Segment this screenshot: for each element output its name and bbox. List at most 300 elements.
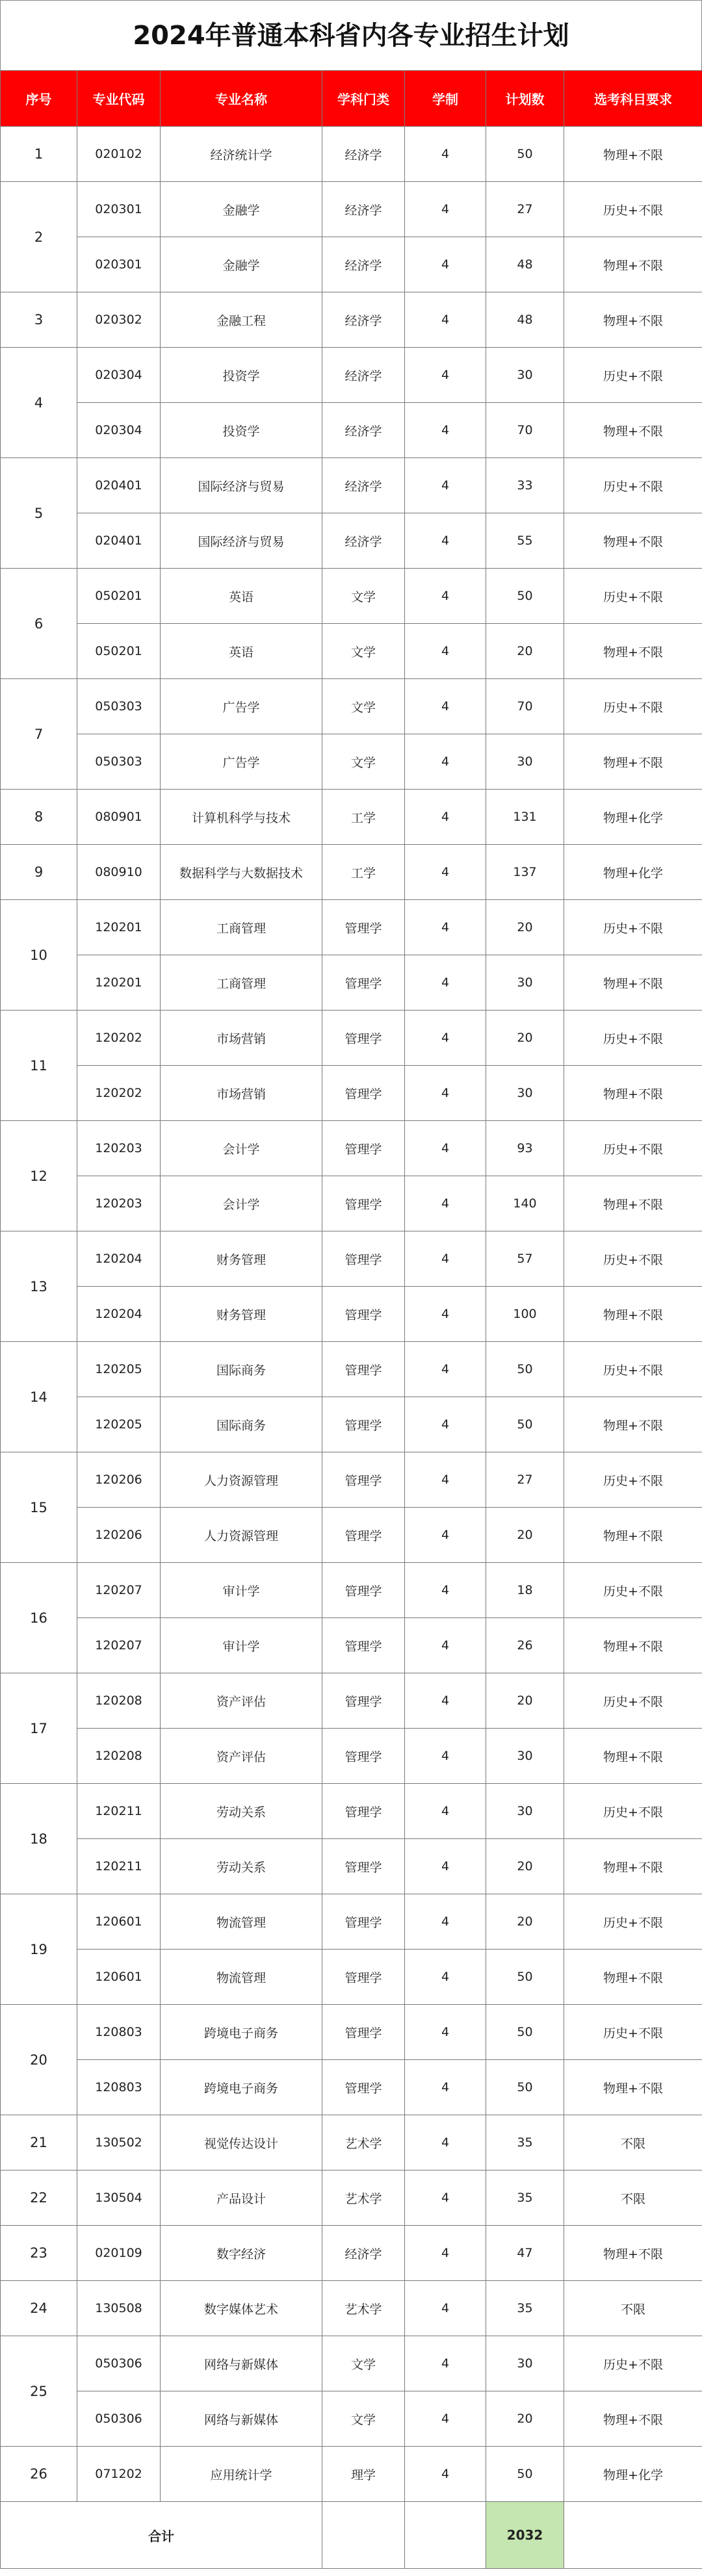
quota-cell: 33 [486,458,564,513]
table-row [1,1894,702,1950]
subject-req-cell: 物理+不限 [564,1618,702,1673]
header-code: 专业代码 [77,71,161,127]
major-name-cell: 英语 [161,569,322,624]
header-duration: 学制 [405,71,486,127]
major-name-cell: 资产评估 [161,1673,322,1729]
category-cell: 管理学 [322,900,405,955]
duration-cell: 4 [405,1452,486,1508]
seq-cell: 10 [1,900,77,1011]
header-quota: 计划数 [486,71,564,127]
duration-cell: 4 [405,2391,486,2447]
subject-req-cell: 物理+不限 [564,1839,702,1894]
major-name-cell: 国际经济与贸易 [161,513,322,569]
subject-req-cell: 物理+不限 [564,1950,702,2005]
page-title: 2024年普通本科省内各专业招生计划 [0,0,702,70]
major-code-cell: 020301 [77,237,161,292]
duration-cell: 4 [405,1563,486,1618]
seq-cell: 14 [1,1342,77,1452]
table-row [1,734,702,790]
duration-cell: 4 [405,900,486,955]
quota-cell: 57 [486,1231,564,1287]
duration-cell: 4 [405,1066,486,1121]
subject-req-cell: 历史+不限 [564,569,702,624]
major-code-cell: 120803 [77,2005,161,2060]
table-row [1,900,702,955]
category-cell: 艺术学 [322,2115,405,2170]
duration-cell: 4 [405,1784,486,1839]
category-cell: 管理学 [322,1950,405,2005]
major-name-cell: 资产评估 [161,1729,322,1784]
major-code-cell: 120601 [77,1894,161,1950]
table-row [1,2226,702,2281]
subject-req-cell: 物理+不限 [564,1729,702,1784]
table-row [1,1618,702,1673]
seq-cell: 8 [1,790,77,845]
table-row [1,2115,702,2170]
seq-cell: 13 [1,1231,77,1342]
major-code-cell: 020401 [77,458,161,513]
subject-req-cell: 不限 [564,2115,702,2170]
major-name-cell: 产品设计 [161,2170,322,2226]
category-cell: 文学 [322,679,405,734]
table-row [1,624,702,679]
category-cell: 经济学 [322,458,405,513]
major-code-cell: 080910 [77,845,161,900]
duration-cell: 4 [405,2170,486,2226]
duration-cell: 4 [405,1342,486,1397]
category-cell: 管理学 [322,1729,405,1784]
seq-cell: 5 [1,458,77,569]
major-name-cell: 金融学 [161,182,322,237]
major-code-cell: 020102 [77,127,161,182]
category-cell: 经济学 [322,348,405,403]
major-code-cell: 120208 [77,1729,161,1784]
major-code-cell: 120211 [77,1839,161,1894]
quota-cell: 50 [486,2005,564,2060]
quota-cell: 30 [486,2336,564,2391]
table-row [1,1342,702,1397]
subject-req-cell: 物理+不限 [564,1287,702,1342]
quota-cell: 93 [486,1121,564,1176]
seq-cell: 1 [1,127,77,182]
category-cell: 艺术学 [322,2170,405,2226]
major-code-cell: 120204 [77,1287,161,1342]
category-cell: 管理学 [322,2005,405,2060]
header-category: 学科门类 [322,71,405,127]
table-row [1,1673,702,1729]
subject-req-cell: 不限 [564,2170,702,2226]
table-row [1,1452,702,1508]
quota-cell: 30 [486,1066,564,1121]
seq-cell: 19 [1,1894,77,2005]
major-code-cell: 130508 [77,2281,161,2336]
subject-req-cell: 历史+不限 [564,1563,702,1618]
major-name-cell: 市场营销 [161,1066,322,1121]
quota-cell: 27 [486,182,564,237]
major-code-cell: 020401 [77,513,161,569]
table-row [1,1950,702,2005]
quota-cell: 50 [486,2060,564,2115]
quota-cell: 50 [486,1950,564,2005]
major-name-cell: 会计学 [161,1121,322,1176]
major-name-cell: 投资学 [161,403,322,458]
major-code-cell: 120803 [77,2060,161,2115]
table-row [1,2447,702,2502]
major-name-cell: 财务管理 [161,1231,322,1287]
category-cell: 管理学 [322,1894,405,1950]
category-cell: 管理学 [322,1176,405,1231]
subject-req-cell: 历史+不限 [564,1673,702,1729]
subject-req-cell: 物理+化学 [564,845,702,900]
major-code-cell: 071202 [77,2447,161,2502]
subject-req-cell: 物理+化学 [564,2447,702,2502]
total-label: 合计 [1,2502,322,2569]
total-empty-cell [322,2502,405,2569]
seq-cell: 16 [1,1563,77,1673]
duration-cell: 4 [405,1894,486,1950]
major-name-cell: 数字媒体艺术 [161,2281,322,2336]
subject-req-cell: 历史+不限 [564,900,702,955]
category-cell: 管理学 [322,1397,405,1452]
subject-req-cell: 物理+不限 [564,1508,702,1563]
subject-req-cell: 物理+不限 [564,2226,702,2281]
category-cell: 管理学 [322,1618,405,1673]
major-code-cell: 020302 [77,292,161,348]
major-code-cell: 120202 [77,1066,161,1121]
total-empty-cell [564,2502,702,2569]
subject-req-cell: 历史+不限 [564,1342,702,1397]
major-name-cell: 人力资源管理 [161,1508,322,1563]
category-cell: 经济学 [322,403,405,458]
major-code-cell: 020304 [77,348,161,403]
duration-cell: 4 [405,2336,486,2391]
major-code-cell: 130502 [77,2115,161,2170]
seq-cell: 18 [1,1784,77,1894]
category-cell: 经济学 [322,237,405,292]
duration-cell: 4 [405,569,486,624]
major-code-cell: 130504 [77,2170,161,2226]
major-name-cell: 数据科学与大数据技术 [161,845,322,900]
category-cell: 管理学 [322,1784,405,1839]
duration-cell: 4 [405,2447,486,2502]
quota-cell: 55 [486,513,564,569]
major-name-cell: 市场营销 [161,1011,322,1066]
category-cell: 管理学 [322,1839,405,1894]
quota-cell: 30 [486,348,564,403]
category-cell: 经济学 [322,292,405,348]
table-row [1,1508,702,1563]
duration-cell: 4 [405,1950,486,2005]
subject-req-cell: 物理+不限 [564,734,702,790]
duration-cell: 4 [405,513,486,569]
table-row [1,2005,702,2060]
duration-cell: 4 [405,182,486,237]
major-name-cell: 工商管理 [161,955,322,1011]
table-row [1,1729,702,1784]
subject-req-cell: 物理+不限 [564,403,702,458]
major-code-cell: 050201 [77,624,161,679]
table-row [1,348,702,403]
table-row [1,1011,702,1066]
subject-req-cell: 物理+不限 [564,624,702,679]
major-code-cell: 020304 [77,403,161,458]
duration-cell: 4 [405,348,486,403]
subject-req-cell: 历史+不限 [564,1894,702,1950]
subject-req-cell: 历史+不限 [564,348,702,403]
seq-cell: 11 [1,1011,77,1121]
category-cell: 经济学 [322,182,405,237]
duration-cell: 4 [405,2226,486,2281]
table-row [1,1176,702,1231]
table-body [1,127,702,2502]
seq-cell: 9 [1,845,77,900]
duration-cell: 4 [405,1729,486,1784]
subject-req-cell: 历史+不限 [564,1231,702,1287]
major-code-cell: 020109 [77,2226,161,2281]
major-name-cell: 网络与新媒体 [161,2391,322,2447]
quota-cell: 131 [486,790,564,845]
quota-cell: 30 [486,1784,564,1839]
quota-cell: 20 [486,1508,564,1563]
quota-cell: 30 [486,955,564,1011]
duration-cell: 4 [405,2005,486,2060]
duration-cell: 4 [405,1618,486,1673]
category-cell: 经济学 [322,513,405,569]
seq-cell: 26 [1,2447,77,2502]
duration-cell: 4 [405,679,486,734]
category-cell: 管理学 [322,2060,405,2115]
table-row [1,2060,702,2115]
duration-cell: 4 [405,1673,486,1729]
major-code-cell: 120203 [77,1176,161,1231]
header-major: 专业名称 [161,71,322,127]
duration-cell: 4 [405,1011,486,1066]
quota-cell: 50 [486,1342,564,1397]
category-cell: 文学 [322,569,405,624]
quota-cell: 50 [486,127,564,182]
table-row [1,127,702,182]
category-cell: 管理学 [322,1231,405,1287]
duration-cell: 4 [405,292,486,348]
category-cell: 艺术学 [322,2281,405,2336]
quota-cell: 20 [486,1839,564,1894]
category-cell: 经济学 [322,127,405,182]
subject-req-cell: 历史+不限 [564,1784,702,1839]
quota-cell: 30 [486,1729,564,1784]
major-code-cell: 120204 [77,1231,161,1287]
seq-cell: 24 [1,2281,77,2336]
category-cell: 管理学 [322,1066,405,1121]
subject-req-cell: 物理+化学 [564,790,702,845]
table-footer [1,2502,702,2569]
major-code-cell: 120207 [77,1563,161,1618]
subject-req-cell: 物理+不限 [564,2060,702,2115]
duration-cell: 4 [405,2060,486,2115]
category-cell: 文学 [322,2391,405,2447]
major-code-cell: 120202 [77,1011,161,1066]
major-code-cell: 050306 [77,2391,161,2447]
category-cell: 管理学 [322,1011,405,1066]
major-code-cell: 050201 [77,569,161,624]
quota-cell: 20 [486,2391,564,2447]
quota-cell: 27 [486,1452,564,1508]
header-subjects: 选考科目要求 [564,71,702,127]
quota-cell: 48 [486,237,564,292]
table-row [1,2391,702,2447]
major-name-cell: 广告学 [161,734,322,790]
major-name-cell: 跨境电子商务 [161,2005,322,2060]
seq-cell: 6 [1,569,77,679]
major-name-cell: 英语 [161,624,322,679]
subject-req-cell: 历史+不限 [564,1121,702,1176]
duration-cell: 4 [405,1508,486,1563]
category-cell: 工学 [322,845,405,900]
duration-cell: 4 [405,458,486,513]
category-cell: 管理学 [322,1121,405,1176]
duration-cell: 4 [405,403,486,458]
seq-cell: 4 [1,348,77,458]
table-row [1,1066,702,1121]
table-row [1,2336,702,2391]
subject-req-cell: 物理+不限 [564,1397,702,1452]
subject-req-cell: 物理+不限 [564,127,702,182]
quota-cell: 20 [486,624,564,679]
quota-cell: 35 [486,2281,564,2336]
major-code-cell: 120205 [77,1342,161,1397]
major-name-cell: 数字经济 [161,2226,322,2281]
table-row [1,1397,702,1452]
quota-cell: 20 [486,900,564,955]
subject-req-cell: 历史+不限 [564,679,702,734]
table-row [1,955,702,1011]
duration-cell: 4 [405,955,486,1011]
seq-cell: 15 [1,1452,77,1563]
major-code-cell: 120205 [77,1397,161,1452]
major-code-cell: 120206 [77,1508,161,1563]
seq-cell: 7 [1,679,77,790]
quota-cell: 35 [486,2170,564,2226]
quota-cell: 18 [486,1563,564,1618]
subject-req-cell: 历史+不限 [564,2336,702,2391]
major-code-cell: 120203 [77,1121,161,1176]
quota-cell: 26 [486,1618,564,1673]
major-name-cell: 应用统计学 [161,2447,322,2502]
duration-cell: 4 [405,2281,486,2336]
total-value: 2032 [486,2502,564,2569]
category-cell: 管理学 [322,1673,405,1729]
table-row [1,1839,702,1894]
subject-req-cell: 不限 [564,2281,702,2336]
major-code-cell: 120601 [77,1950,161,2005]
subject-req-cell: 物理+不限 [564,2391,702,2447]
major-code-cell: 080901 [77,790,161,845]
major-code-cell: 050303 [77,679,161,734]
category-cell: 文学 [322,2336,405,2391]
major-name-cell: 视觉传达设计 [161,2115,322,2170]
seq-cell: 25 [1,2336,77,2447]
major-name-cell: 网络与新媒体 [161,2336,322,2391]
table-row [1,2281,702,2336]
table-row [1,237,702,292]
quota-cell: 100 [486,1287,564,1342]
major-name-cell: 跨境电子商务 [161,2060,322,2115]
major-code-cell: 020301 [77,182,161,237]
seq-cell: 22 [1,2170,77,2226]
category-cell: 理学 [322,2447,405,2502]
table-row [1,845,702,900]
category-cell: 文学 [322,624,405,679]
table-row [1,1287,702,1342]
table-row [1,513,702,569]
duration-cell: 4 [405,127,486,182]
table-row [1,1121,702,1176]
major-code-cell: 050303 [77,734,161,790]
seq-cell: 12 [1,1121,77,1231]
duration-cell: 4 [405,734,486,790]
major-name-cell: 物流管理 [161,1894,322,1950]
quota-cell: 47 [486,2226,564,2281]
major-name-cell: 国际商务 [161,1342,322,1397]
major-code-cell: 120208 [77,1673,161,1729]
major-code-cell: 120206 [77,1452,161,1508]
table-row [1,182,702,237]
quota-cell: 20 [486,1011,564,1066]
quota-cell: 70 [486,403,564,458]
seq-cell: 20 [1,2005,77,2115]
major-name-cell: 物流管理 [161,1950,322,2005]
major-name-cell: 财务管理 [161,1287,322,1342]
category-cell: 管理学 [322,1452,405,1508]
table-row [1,1784,702,1839]
major-code-cell: 050306 [77,2336,161,2391]
subject-req-cell: 物理+不限 [564,1176,702,1231]
seq-cell: 23 [1,2226,77,2281]
header-seq: 序号 [1,71,77,127]
subject-req-cell: 历史+不限 [564,182,702,237]
table-row [1,790,702,845]
duration-cell: 4 [405,845,486,900]
major-code-cell: 120207 [77,1618,161,1673]
subject-req-cell: 物理+不限 [564,955,702,1011]
major-name-cell: 工商管理 [161,900,322,955]
major-name-cell: 审计学 [161,1563,322,1618]
seq-cell: 3 [1,292,77,348]
quota-cell: 20 [486,1673,564,1729]
subject-req-cell: 历史+不限 [564,1452,702,1508]
major-name-cell: 国际经济与贸易 [161,458,322,513]
subject-req-cell: 历史+不限 [564,1011,702,1066]
table-row [1,569,702,624]
major-name-cell: 广告学 [161,679,322,734]
subject-req-cell: 物理+不限 [564,1066,702,1121]
major-code-cell: 120211 [77,1784,161,1839]
category-cell: 管理学 [322,955,405,1011]
category-cell: 管理学 [322,1563,405,1618]
total-empty-cell [405,2502,486,2569]
subject-req-cell: 物理+不限 [564,292,702,348]
subject-req-cell: 历史+不限 [564,2005,702,2060]
category-cell: 经济学 [322,2226,405,2281]
duration-cell: 4 [405,1287,486,1342]
enrollment-table [0,70,702,2569]
major-name-cell: 经济统计学 [161,127,322,182]
duration-cell: 4 [405,2115,486,2170]
major-name-cell: 劳动关系 [161,1839,322,1894]
quota-cell: 140 [486,1176,564,1231]
subject-req-cell: 物理+不限 [564,237,702,292]
duration-cell: 4 [405,1176,486,1231]
seq-cell: 17 [1,1673,77,1784]
